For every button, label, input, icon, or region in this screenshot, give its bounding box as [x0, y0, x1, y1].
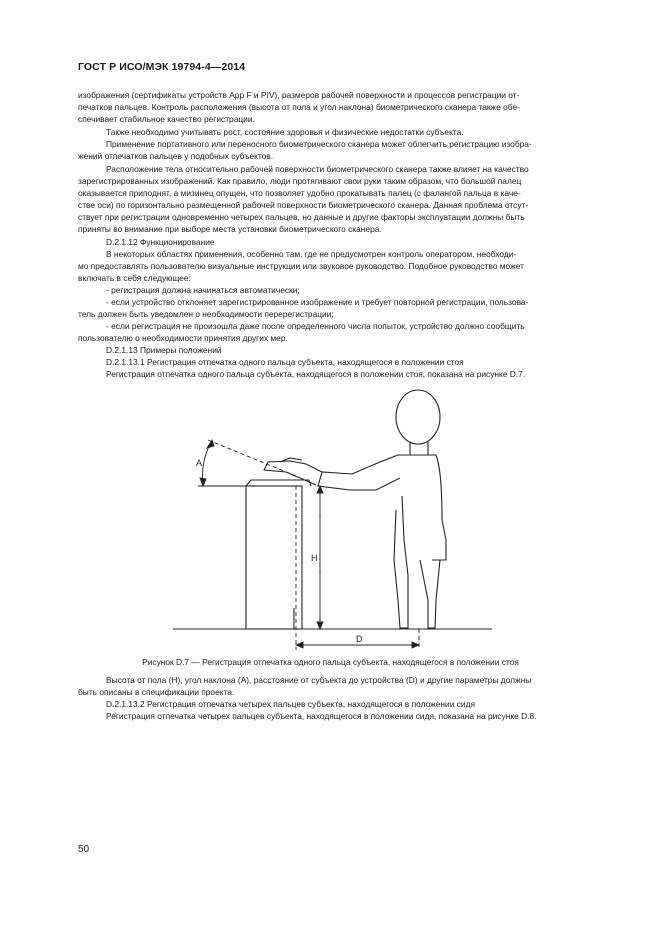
- text-line: Расположение тела относительно рабочей поверхности биометрического сканера также влияет на качество: [106, 164, 529, 174]
- text-line: жений отпечатков пальцев у подобных субъектов.: [78, 151, 274, 161]
- person-torso: [398, 455, 446, 560]
- figure-caption: Рисунок D.7 — Регистрация отпечатка одного пальца субъекта, находящегося в положении стоя: [142, 657, 519, 667]
- text-line: зарегистрированных изображений. Как правило, люди протягивают свои руки таким образом, что большой палец: [78, 176, 522, 186]
- label-d: D: [356, 634, 363, 644]
- list-item: - если устройство отклоняет зарегистрированное изображение и требует повторной регистрации, пользова-: [106, 297, 529, 307]
- section-heading: D.2.1.13.2 Регистрация отпечатка четырех пальцев субъекта, находящегося в положении сидя: [106, 699, 475, 709]
- person-head: [396, 390, 440, 444]
- text-line: тель должен быть уведомлен о необходимости перерегистрации;: [78, 309, 334, 319]
- section-heading: D.2.1.13.1 Регистрация отпечатка одного пальца субъекта, находящегося в положении стоя: [106, 357, 464, 367]
- text-line: Регистрация отпечатка четырех пальцев субъекта, находящегося в положении сидя, показана на рисунке D.8.: [106, 711, 537, 721]
- text-line: пользователю о необходимости принятия других мер.: [78, 333, 288, 343]
- text-line: включать в себя следующее:: [78, 273, 191, 283]
- text-line: Применение портативного или переносного биометрического сканера может облегчить регистрацию изобра-: [106, 139, 532, 149]
- text-line: Регистрация отпечатка одного пальца субъекта, находящегося в положении стоя, показана на рисунке D.7.: [106, 369, 526, 379]
- page-number: 50: [78, 844, 90, 855]
- angle-ref-line: [208, 440, 296, 476]
- text-line: приняты во внимание при выборе места установки биометрического сканера.: [78, 224, 382, 234]
- label-a: A: [196, 458, 203, 468]
- text-line: изображения (сертификаты устройств App F и PIV), размеров рабочей поверхности и процессов регистрации от-: [78, 90, 520, 100]
- list-item: - регистрация должна начинаться автоматически;: [106, 285, 300, 295]
- section-heading: D.2.1.13 Примеры положений: [106, 345, 222, 355]
- list-item: - если регистрация не произошла даже после определенного числа попыток, устройство должно сообщить: [106, 321, 525, 331]
- label-h: H: [311, 553, 318, 563]
- person-arm: [318, 455, 400, 490]
- text-line: печатков пальцев. Контроль расположения (высота от пола и угол наклона) биометрического сканера также обе-: [78, 102, 520, 112]
- text-line: стве оси) по горизонтально размещенной рабочей поверхности биометрического сканера. Данная проблема отсут-: [78, 200, 529, 210]
- text-line: Также необходимо учитывать рост, состояние здоровья и физические недостатки субъекта.: [106, 127, 464, 137]
- text-line: оказывается приподнят, а мизинец опущен, что позволяет удобно прокатывать палец (с фалангой пальца в каче-: [78, 188, 521, 198]
- page-header: ГОСТ Р ИСО/МЭК 19794-4—2014: [78, 61, 246, 73]
- text-line: В некоторых областях применения, особенно там, где не предусмотрен контроль оператором, необходи-: [106, 249, 517, 259]
- text-line: спечивает стабильное качество регистрации.: [78, 114, 255, 124]
- text-line: ствует при регистрации одновременно четырех пальцев, но данные и другие факторы эксплуатации должны быть: [78, 212, 525, 222]
- text-line: Высота от пола (Н), угол наклона (А), расстояние от субъекта до устройства (D) и другие параметры должны: [106, 675, 532, 685]
- scanner-stand: [246, 486, 302, 629]
- text-line: быть описаны в спецификации проекта.: [78, 687, 235, 697]
- section-heading: D.2.1.12 Функционирование: [106, 237, 215, 247]
- text-line: мо предоставлять пользователю визуальные инструкции или звуковое руководство. Подобное руководство может: [78, 261, 524, 271]
